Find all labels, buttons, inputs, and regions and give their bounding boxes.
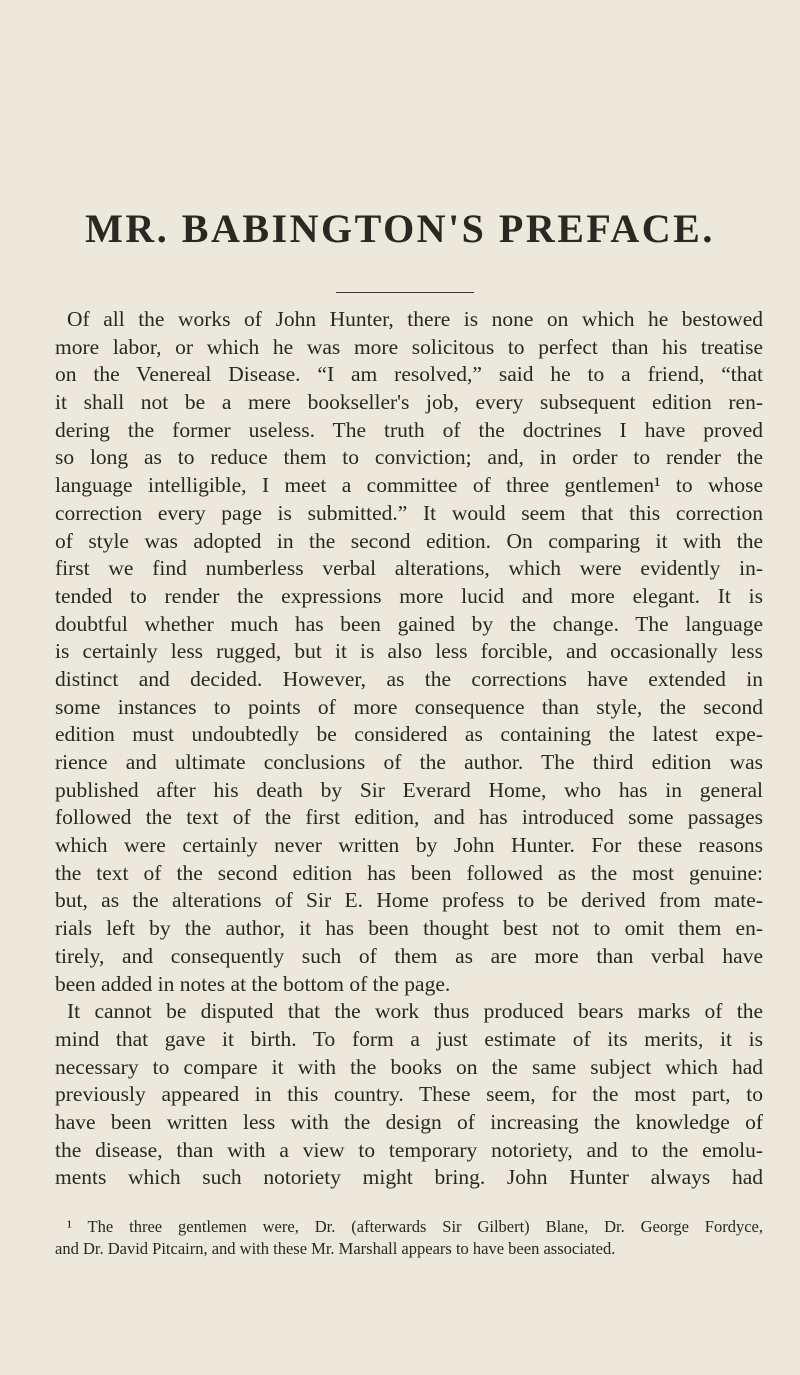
body-line: is certainly less rugged, but it is also less forcible, and occasionally less <box>55 639 763 664</box>
body-line: Of all the works of John Hunter, there is none on which he bestowed <box>67 307 763 331</box>
body-line: tended to render the expressions more lucid and more elegant. It is <box>55 583 763 608</box>
body-line: correction every page is submitted.” It would seem that this correction <box>55 500 763 525</box>
title-divider <box>336 292 474 293</box>
body-line: mind that gave it birth. To form a just estimate of its merits, it is <box>55 1026 763 1051</box>
body-line: on the Venereal Disease. “I am resolved,” said he to a friend, “that <box>55 362 763 387</box>
body-line: ments which such notoriety might bring. John Hunter always had <box>55 1165 763 1190</box>
body-line: more labor, or which he was more solicitous to perfect than his treatise <box>55 334 763 359</box>
body-line: been added in notes at the bottom of the page. <box>55 971 451 996</box>
body-line: which were certainly never written by John Hunter. For these reasons <box>55 833 763 858</box>
body-line: language intelligible, I meet a committee of three gentlemen¹ to whose <box>55 473 763 498</box>
body-line: of style was adopted in the second edition. On comparing it with the <box>55 528 763 553</box>
body-line: dering the former useless. The truth of the doctrines I have proved <box>55 417 763 442</box>
body-line: rials left by the author, it has been thought best not to omit them en- <box>55 916 763 941</box>
body-line: but, as the alterations of Sir E. Home profess to be derived from mate- <box>55 888 763 913</box>
preface-body <box>55 306 763 1192</box>
body-line: doubtful whether much has been gained by the change. The language <box>55 611 763 636</box>
body-line: previously appeared in this country. These seem, for the most part, to <box>55 1082 763 1107</box>
body-line: followed the text of the first edition, and has introduced some passages <box>55 805 763 830</box>
body-line: some instances to points of more consequence than style, the second <box>55 694 763 719</box>
body-line: it shall not be a mere bookseller's job, every subsequent edition ren- <box>55 390 763 415</box>
body-line: necessary to compare it with the books on the same subject which had <box>55 1054 763 1079</box>
footnote-line: and Dr. David Pitcairn, and with these Mr. Marshall appears to have been associated. <box>55 1239 616 1258</box>
body-line: distinct and decided. However, as the corrections have extended in <box>55 666 763 691</box>
body-line: published after his death by Sir Everard Home, who has in general <box>55 777 763 802</box>
body-line: first we find numberless verbal alterations, which were evidently in- <box>55 556 763 581</box>
body-line: have been written less with the design of increasing the knowledge of <box>55 1109 763 1134</box>
body-line: It cannot be disputed that the work thus produced bears marks of the <box>67 999 763 1024</box>
body-line: the text of the second edition has been followed as the most genuine: <box>55 860 763 885</box>
page-title: MR. BABINGTON'S PREFACE. <box>85 206 715 251</box>
body-line: so long as to reduce them to conviction; and, in order to render the <box>55 445 763 470</box>
body-line: rience and ultimate conclusions of the author. The third edition was <box>55 750 763 774</box>
body-line: edition must undoubtedly be considered as containing the latest expe- <box>55 722 763 747</box>
body-line: the disease, than with a view to temporary notoriety, and to the emolu- <box>55 1137 763 1162</box>
body-line: tirely, and consequently such of them as are more than verbal have <box>55 943 763 968</box>
footnotes <box>55 1216 763 1260</box>
footnote-line: ¹ The three gentlemen were, Dr. (afterwards Sir Gilbert) Blane, Dr. George Fordyce, <box>67 1217 763 1236</box>
